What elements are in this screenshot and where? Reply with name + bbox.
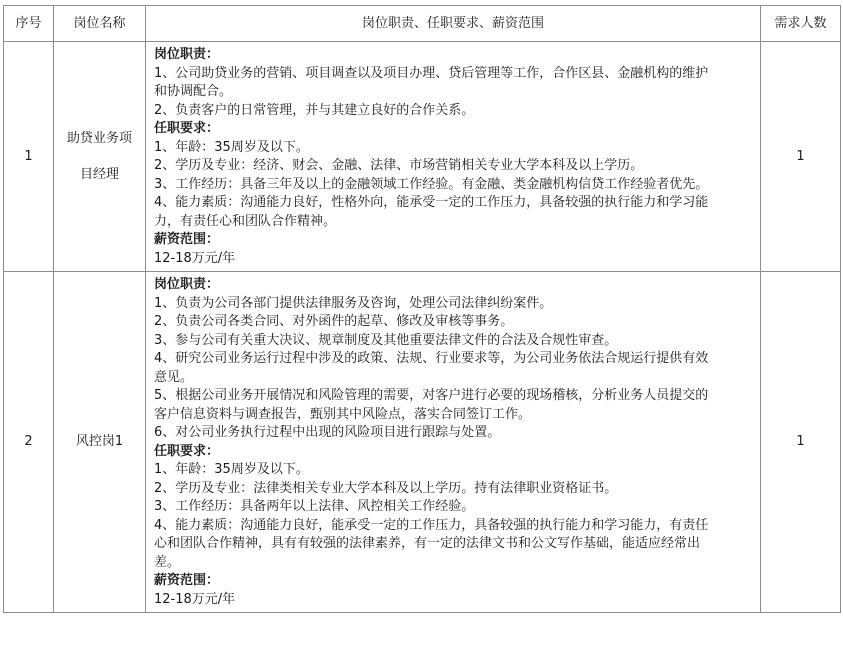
description-line: 12-18万元/年 [154, 591, 236, 607]
description-line: 客户信息资料与调查报告，甄别其中风险点，落实合同签订工作。 [154, 406, 532, 422]
row-index: 1 [4, 42, 54, 272]
description-line: 2、负责客户的日常管理，并与其建立良好的合作关系。 [154, 102, 475, 118]
headcount: 1 [761, 272, 841, 613]
table-row [4, 42, 841, 272]
section-heading: 薪资范围： [154, 573, 220, 588]
table-row [4, 272, 841, 613]
description-line: 1、公司助贷业务的营销、项目调查以及项目办理、贷后管理等工作，合作区县、金融机构的维护 [154, 65, 709, 81]
description-line: 1、年龄：35周岁及以下。 [154, 462, 309, 477]
description-line: 差。 [154, 554, 181, 570]
description-line: 1、年龄：35周岁及以下。 [154, 139, 309, 155]
position-description [146, 272, 761, 613]
description-line: 3、工作经历：具备两年以上法律、风控相关工作经验。 [154, 499, 475, 514]
description-line: 4、能力素质：沟通能力良好，性格外向，能承受一定的工作压力，具备较强的执行能力和学习能 [154, 195, 709, 210]
position-name [54, 42, 146, 272]
section-heading: 岗位职责： [154, 47, 220, 62]
job-table [3, 5, 841, 613]
position-name [54, 272, 146, 613]
description-line: 意见。 [154, 369, 194, 385]
table-header-row [4, 6, 841, 42]
section-heading: 岗位职责： [154, 277, 220, 292]
description-line: 1、负责为公司各部门提供法律服务及咨询，处理公司法律纠纷案件。 [154, 295, 553, 311]
section-heading: 任职要求： [154, 121, 220, 136]
description-line: 12-18万元/年 [154, 250, 236, 266]
position-description [146, 42, 761, 272]
header-description: 岗位职责、任职要求、薪资范围 [146, 6, 761, 42]
header-position-name: 岗位名称 [54, 6, 146, 42]
description-line: 5、根据公司业务开展情况和风险管理的需要，对客户进行必要的现场稽核，分析业务人员提交的 [154, 388, 709, 403]
description-line: 6、对公司业务执行过程中出现的风险项目进行跟踪与处置。 [154, 425, 501, 440]
description-line: 3、参与公司有关重大决议、规章制度及其他重要法律文件的合法及合规性审查。 [154, 332, 618, 348]
section-heading: 任职要求： [154, 443, 220, 459]
description-line: 和协调配合。 [154, 84, 233, 99]
description-line: 心和团队合作精神，具有有较强的法律素养，有一定的法律文书和公文写作基础，能适应经常出 [154, 536, 701, 551]
description-line: 2、负责公司各类合同、对外函件的起草、修改及审核等事务。 [154, 314, 514, 329]
description-line: 3、工作经历：具备三年及以上的金融领域工作经验。有金融、类金融机构信贷工作经验者优先。 [154, 176, 709, 192]
description-line: 力，有责任心和团队合作精神。 [154, 213, 337, 229]
row-index: 2 [4, 272, 54, 613]
position-name-line: 目经理 [79, 166, 119, 182]
header-headcount: 需求人数 [761, 6, 841, 42]
header-index: 序号 [4, 6, 54, 42]
position-name-line: 助贷业务项 [66, 130, 132, 146]
description-line: 4、研究公司业务运行过程中涉及的政策、法规、行业要求等，为公司业务依法合规运行提供有效 [154, 351, 709, 366]
headcount: 1 [761, 42, 841, 272]
section-heading: 薪资范围： [154, 232, 220, 247]
position-name-line: 风控岗1 [75, 434, 124, 449]
description-line: 2、学历及专业：经济、财会、金融、法律、市场营销相关专业大学本科及以上学历。 [154, 158, 644, 173]
description-line: 2、学历及专业：法律类相关专业大学本科及以上学历。持有法律职业资格证书。 [154, 480, 618, 496]
description-line: 4、能力素质：沟通能力良好，能承受一定的工作压力，具备较强的执行能力和学习能力，有责任 [154, 517, 709, 533]
